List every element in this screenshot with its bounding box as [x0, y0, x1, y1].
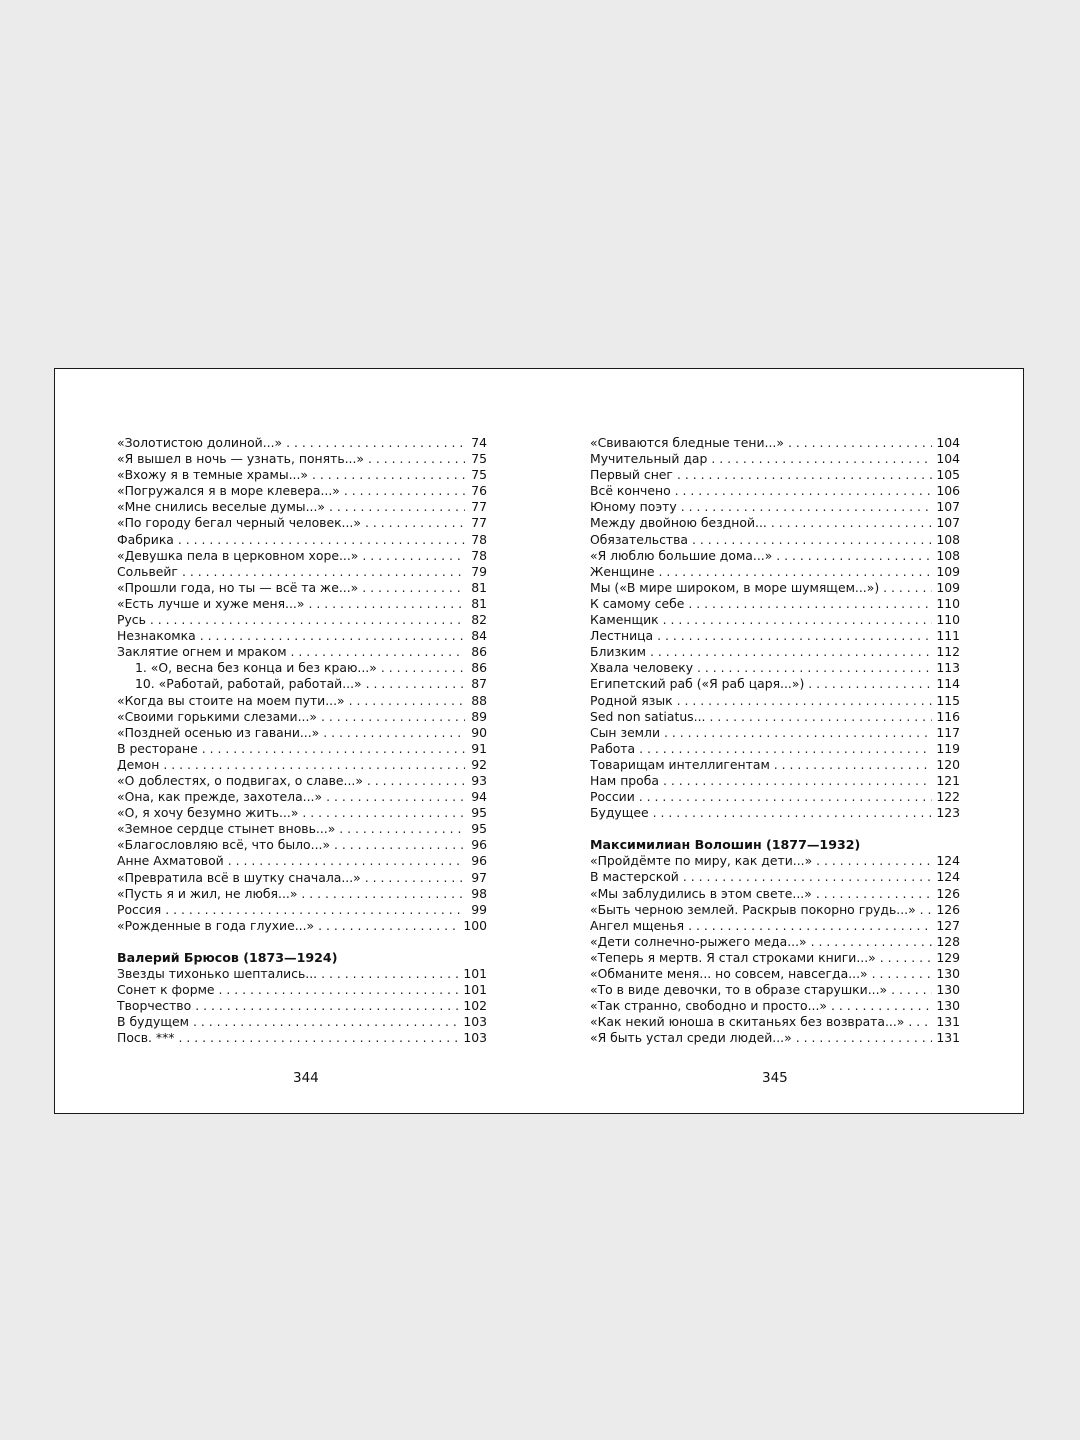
toc-entry — [117, 853, 487, 869]
toc-entry-page: 92 — [471, 756, 487, 772]
toc-entry-page: 78 — [471, 547, 487, 563]
toc-entry-page: 115 — [936, 692, 960, 708]
toc-entry-title: В ресторане — [117, 740, 198, 756]
toc-entry — [117, 773, 487, 789]
toc-entry-page: 108 — [936, 531, 960, 547]
toc-entry-title: Посв. *** — [117, 1030, 175, 1046]
toc-entry-page: 96 — [471, 837, 487, 853]
toc-entry-title: К самому себе — [590, 595, 685, 611]
toc-entry-title: «Превратила всё в шутку сначала...» — [117, 869, 361, 885]
toc-entry — [117, 548, 487, 564]
toc-entry-title: Сын земли — [590, 724, 661, 740]
toc-entry-page: 114 — [936, 676, 960, 692]
toc-entry-page: 101 — [463, 966, 487, 981]
toc-entry — [117, 789, 487, 805]
toc-entry — [590, 644, 960, 660]
toc-list — [117, 966, 487, 1046]
toc-entry-title: «Я люблю большие дома...» — [590, 547, 773, 563]
toc-entry-title: России — [590, 789, 635, 805]
toc-entry — [590, 564, 960, 580]
page-number: 345 — [762, 1070, 788, 1086]
toc-entry-page: 111 — [936, 628, 960, 644]
dot-leader — [286, 435, 465, 451]
toc-entry-title: В мастерской — [590, 869, 679, 885]
toc-entry-page: 110 — [936, 612, 960, 628]
toc-entry-title: «Свиваются бледные тени...» — [590, 435, 784, 450]
toc-entry — [590, 1030, 960, 1046]
toc-entry-title: Между двойною бездной... — [590, 515, 767, 531]
toc-entry — [590, 982, 960, 998]
toc-entry — [117, 805, 487, 821]
dot-leader — [302, 805, 465, 821]
toc-entry-page: 124 — [936, 853, 960, 869]
toc-entry — [117, 757, 487, 773]
toc-entry — [590, 998, 960, 1014]
toc-entry-page: 104 — [936, 435, 960, 450]
toc-entry-title: Ангел мщенья — [590, 917, 685, 933]
toc-entry-page: 117 — [936, 724, 960, 740]
toc-entry — [117, 902, 487, 918]
dot-leader — [816, 886, 933, 902]
section-heading: Максимилиан Волошин (1877—1932) — [590, 837, 861, 853]
toc-entry-page: 74 — [471, 435, 487, 450]
toc-entry-title: Каменщик — [590, 612, 659, 628]
toc-entry — [117, 612, 487, 628]
dot-leader — [650, 644, 932, 660]
page-number: 344 — [293, 1070, 319, 1086]
dot-leader — [178, 532, 465, 548]
toc-entry — [590, 805, 960, 821]
toc-entry-page: 107 — [936, 499, 960, 515]
toc-entry-page: 81 — [471, 595, 487, 611]
dot-leader — [709, 709, 932, 725]
dot-leader — [811, 934, 933, 950]
toc-entry-title: «Когда вы стоите на моем пути...» — [117, 692, 345, 708]
toc-entry-page: 105 — [936, 467, 960, 483]
toc-entry — [590, 869, 960, 885]
toc-entry — [590, 628, 960, 644]
dot-leader — [182, 564, 465, 580]
dot-leader — [381, 660, 465, 676]
toc-entry-page: 93 — [471, 772, 487, 788]
dot-leader — [697, 660, 932, 676]
dot-leader — [323, 725, 465, 741]
toc-entry-title: 10. «Работай, работай, работай...» — [135, 676, 362, 692]
toc-entry-page: 77 — [471, 515, 487, 531]
toc-list — [590, 853, 960, 1046]
dot-leader — [163, 757, 465, 773]
toc-entry-title: Работа — [590, 740, 636, 756]
toc-entry-title: «То в виде девочки, то в образе старушки...» — [590, 982, 888, 998]
toc-entry-title: «По городу бегал черный человек...» — [117, 515, 361, 531]
dot-leader — [653, 805, 933, 821]
toc-entry-page: 82 — [471, 612, 487, 628]
dot-leader — [334, 837, 465, 853]
toc-entry — [590, 902, 960, 918]
toc-entry-page: 100 — [463, 917, 487, 933]
toc-entry — [117, 982, 487, 998]
dot-leader — [796, 1030, 933, 1046]
dot-leader — [362, 548, 465, 564]
toc-entry-page: 126 — [936, 885, 960, 901]
toc-entry — [117, 837, 487, 853]
toc-entry — [590, 934, 960, 950]
dot-leader — [349, 693, 465, 709]
dot-leader — [329, 499, 465, 515]
toc-entry-title: «Дети солнечно-рыжего меда...» — [590, 933, 807, 949]
dot-leader — [683, 869, 933, 885]
toc-entry-title: Обязательства — [590, 531, 689, 547]
toc-entry-title: Русь — [117, 612, 146, 628]
toc-entry-title: Анне Ахматовой — [117, 853, 224, 869]
toc-entry — [590, 773, 960, 789]
toc-entry-page: 88 — [471, 692, 487, 708]
dot-leader — [659, 564, 933, 580]
toc-entry-title: «Я вышел в ночь — узнать, понять...» — [117, 451, 365, 467]
toc-entry-title: «Поздней осенью из гавани...» — [117, 724, 320, 740]
toc-entry — [590, 660, 960, 676]
toc-entry-title: «Своими горькими слезами...» — [117, 708, 317, 724]
toc-entry — [590, 886, 960, 902]
dot-leader — [365, 515, 465, 531]
toc-list — [117, 435, 487, 934]
toc-entry-page: 121 — [936, 772, 960, 788]
toc-entry — [590, 580, 960, 596]
toc-entry-title: Юному поэту — [590, 499, 677, 515]
toc-entry-title: «Золотистою долиной...» — [117, 435, 283, 450]
toc-entry — [117, 725, 487, 741]
dot-leader — [688, 596, 932, 612]
toc-entry-title: Незнакомка — [117, 628, 196, 644]
toc-entry-title: Заклятие огнем и мраком — [117, 644, 287, 660]
dot-leader — [339, 821, 465, 837]
toc-entry-title: Сонет к форме — [117, 982, 215, 998]
toc-entry-title: «Пусть я и жил, не любя...» — [117, 885, 298, 901]
section-heading: Валерий Брюсов (1873—1924) — [117, 949, 338, 965]
toc-entry-title: «Земное сердце стынет вновь...» — [117, 821, 336, 837]
dot-leader — [677, 693, 933, 709]
toc-entry — [590, 693, 960, 709]
dot-leader — [367, 773, 465, 789]
dot-leader — [165, 902, 465, 918]
toc-entry-title: «Рожденные в года глухие...» — [117, 917, 315, 933]
toc-entry-page: 123 — [936, 805, 960, 821]
toc-entry — [117, 918, 487, 934]
dot-leader — [321, 709, 465, 725]
toc-entry — [117, 693, 487, 709]
toc-entry — [117, 628, 487, 644]
dot-leader — [326, 789, 465, 805]
toc-entry-title: «Мы заблудились в этом свете...» — [590, 885, 812, 901]
dot-leader — [711, 451, 932, 467]
dot-leader — [657, 628, 932, 644]
toc-entry-page: 130 — [936, 982, 960, 998]
toc-entry-title: «Я быть устал среди людей...» — [590, 1030, 792, 1046]
toc-entry-page: 96 — [471, 853, 487, 869]
toc-entry-title: «О, я хочу безумно жить...» — [117, 805, 299, 821]
toc-entry-title: «Так странно, свободно и просто...» — [590, 998, 827, 1014]
toc-entry-title: Sed non satiatus... — [590, 708, 706, 724]
toc-entry-page: 131 — [936, 1014, 960, 1030]
dot-leader — [788, 435, 932, 451]
toc-entry-title: Родной язык — [590, 692, 673, 708]
toc-entry-page: 91 — [471, 740, 487, 756]
toc-entry — [590, 757, 960, 773]
dot-leader — [664, 725, 932, 741]
toc-entry-page: 84 — [471, 628, 487, 644]
toc-entry — [117, 870, 487, 886]
toc-entry — [590, 596, 960, 612]
dot-leader — [692, 532, 932, 548]
toc-entry — [117, 998, 487, 1014]
toc-entry-page: 107 — [936, 515, 960, 531]
dot-leader — [150, 612, 465, 628]
toc-entry-title: «Обманите меня... но совсем, навсегда...» — [590, 966, 868, 981]
toc-entry-page: 130 — [936, 998, 960, 1014]
toc-entry — [117, 741, 487, 757]
toc-entry-page: 116 — [936, 708, 960, 724]
toc-entry-title: Товарищам интеллигентам — [590, 756, 770, 772]
toc-entry-title: Первый снег — [590, 467, 673, 483]
toc-entry-page: 128 — [936, 933, 960, 949]
dot-leader — [771, 515, 933, 531]
toc-entry — [117, 886, 487, 902]
toc-entry-page: 120 — [936, 756, 960, 772]
dot-leader — [816, 853, 932, 869]
toc-entry — [590, 789, 960, 805]
toc-entry-page: 86 — [471, 644, 487, 660]
toc-entry-title: Нам проба — [590, 772, 659, 788]
toc-entry — [117, 499, 487, 515]
toc-entry — [117, 596, 487, 612]
toc-entry-title: Звезды тихонько шептались... — [117, 966, 318, 981]
dot-leader — [663, 612, 933, 628]
toc-entry-title: Мучительный дар — [590, 451, 708, 467]
dot-leader — [663, 773, 932, 789]
toc-entry-title: Фабрика — [117, 531, 174, 547]
toc-entry-title: «Как некий юноша в скитаньях без возврата...» — [590, 1014, 905, 1030]
toc-entry — [590, 741, 960, 757]
toc-entry-page: 86 — [471, 660, 487, 676]
toc-entry-title: «Теперь я мертв. Я стал строками книги...» — [590, 949, 876, 965]
toc-entry-page: 110 — [936, 595, 960, 611]
toc-entry-title: Лестница — [590, 628, 654, 644]
dot-leader — [880, 950, 933, 966]
toc-entry-title: «Она, как прежде, захотела...» — [117, 789, 323, 805]
toc-entry — [117, 451, 487, 467]
toc-entry-page: 89 — [471, 708, 487, 724]
toc-entry-page: 75 — [471, 467, 487, 483]
toc-entry-page: 103 — [463, 1030, 487, 1046]
toc-entry-title: «Вхожу я в темные храмы...» — [117, 467, 309, 483]
toc-entry — [590, 532, 960, 548]
toc-entry-page: 127 — [936, 917, 960, 933]
toc-entry-page: 109 — [936, 579, 960, 595]
toc-entry-page: 129 — [936, 949, 960, 965]
toc-entry — [590, 725, 960, 741]
toc-entry-page: 95 — [471, 821, 487, 837]
book-spread — [54, 368, 1024, 1114]
dot-leader — [883, 580, 932, 596]
toc-entry — [117, 676, 487, 692]
toc-entry-title: «Есть лучше и хуже меня...» — [117, 595, 305, 611]
toc-entry — [117, 564, 487, 580]
toc-entry-page: 97 — [471, 869, 487, 885]
toc-entry-title: Сольвейг — [117, 563, 178, 579]
right-page — [590, 435, 960, 1046]
toc-entry-page: 106 — [936, 483, 960, 499]
toc-entry-page: 98 — [471, 885, 487, 901]
toc-entry-page: 122 — [936, 789, 960, 805]
dot-leader — [891, 982, 932, 998]
toc-entry-page: 101 — [463, 982, 487, 998]
toc-entry-page: 126 — [936, 901, 960, 917]
dot-leader — [908, 1014, 932, 1030]
toc-entry-page: 75 — [471, 451, 487, 467]
toc-entry — [590, 467, 960, 483]
toc-entry-title: В будущем — [117, 1014, 189, 1030]
dot-leader — [200, 628, 465, 644]
toc-entry-title: 1. «О, весна без конца и без краю...» — [135, 660, 377, 676]
dot-leader — [318, 918, 459, 934]
dot-leader — [677, 467, 932, 483]
toc-entry — [117, 467, 487, 483]
toc-entry-title: Мы («В мире широком, в море шумящем...») — [590, 579, 880, 595]
dot-leader — [368, 451, 465, 467]
toc-entry-title: «Быть черною землей. Раскрыв покорно грудь...» — [590, 901, 916, 917]
toc-entry-page: 102 — [463, 998, 487, 1014]
toc-entry-title: «Мне снились веселые думы...» — [117, 499, 325, 515]
left-page — [117, 435, 487, 1046]
toc-entry — [117, 709, 487, 725]
toc-entry — [590, 966, 960, 982]
toc-entry — [590, 612, 960, 628]
toc-entry-title: Всё кончено — [590, 483, 671, 499]
toc-entry-title: «Благословляю всё, что было...» — [117, 837, 331, 853]
toc-entry — [117, 1030, 487, 1046]
toc-entry — [590, 499, 960, 515]
toc-list — [590, 435, 960, 821]
dot-leader — [681, 499, 933, 515]
dot-leader — [774, 757, 933, 773]
toc-entry-page: 130 — [936, 966, 960, 981]
toc-entry-page: 108 — [936, 547, 960, 563]
toc-entry-page: 77 — [471, 499, 487, 515]
toc-entry-page: 104 — [936, 451, 960, 467]
toc-entry-title: Женщине — [590, 563, 655, 579]
dot-leader — [366, 676, 465, 692]
toc-entry — [117, 435, 487, 451]
dot-leader — [688, 918, 932, 934]
toc-entry — [117, 483, 487, 499]
toc-entry — [117, 580, 487, 596]
dot-leader — [639, 789, 933, 805]
toc-entry-title: Близким — [590, 644, 646, 660]
toc-entry — [590, 515, 960, 531]
toc-entry — [590, 483, 960, 499]
toc-entry — [590, 1014, 960, 1030]
toc-entry — [590, 676, 960, 692]
dot-leader — [831, 998, 932, 1014]
toc-entry — [117, 532, 487, 548]
toc-entry-page: 109 — [936, 563, 960, 579]
dot-leader — [776, 548, 932, 564]
dot-leader — [808, 676, 932, 692]
toc-entry-title: «О доблестях, о подвигах, о славе...» — [117, 772, 363, 788]
toc-entry-page: 90 — [471, 724, 487, 740]
dot-leader — [195, 998, 459, 1014]
dot-leader — [178, 1030, 459, 1046]
dot-leader — [321, 966, 459, 982]
dot-leader — [920, 902, 933, 918]
toc-entry — [117, 966, 487, 982]
toc-entry — [590, 950, 960, 966]
dot-leader — [219, 982, 460, 998]
toc-entry-title: «Девушка пела в церковном хоре...» — [117, 547, 359, 563]
toc-entry — [590, 853, 960, 869]
toc-entry-page: 81 — [471, 579, 487, 595]
toc-entry-page: 124 — [936, 869, 960, 885]
dot-leader — [301, 886, 465, 902]
toc-entry-page: 79 — [471, 563, 487, 579]
toc-entry-page: 94 — [471, 789, 487, 805]
dot-leader — [362, 580, 465, 596]
toc-entry-page: 113 — [936, 660, 960, 676]
toc-entry-title: Россия — [117, 901, 162, 917]
toc-entry-page: 95 — [471, 805, 487, 821]
toc-entry-page: 119 — [936, 740, 960, 756]
dot-leader — [291, 644, 465, 660]
dot-leader — [344, 483, 465, 499]
toc-entry — [117, 515, 487, 531]
toc-entry — [117, 644, 487, 660]
toc-entry-title: Египетский раб («Я раб царя...») — [590, 676, 805, 692]
toc-entry-page: 99 — [471, 901, 487, 917]
toc-entry — [590, 435, 960, 451]
toc-entry-title: Будущее — [590, 805, 649, 821]
toc-entry — [590, 548, 960, 564]
toc-entry — [590, 709, 960, 725]
toc-entry — [590, 451, 960, 467]
dot-leader — [193, 1014, 459, 1030]
dot-leader — [639, 741, 932, 757]
dot-leader — [365, 870, 465, 886]
toc-entry — [117, 821, 487, 837]
toc-entry-page: 112 — [936, 644, 960, 660]
toc-entry-page: 87 — [471, 676, 487, 692]
toc-entry-title: Творчество — [117, 998, 192, 1014]
toc-entry-title: «Погружался я в море клевера...» — [117, 483, 340, 499]
dot-leader — [872, 966, 933, 982]
toc-entry-page: 131 — [936, 1030, 960, 1046]
dot-leader — [312, 467, 465, 483]
toc-entry — [117, 1014, 487, 1030]
dot-leader — [228, 853, 465, 869]
toc-entry — [117, 660, 487, 676]
toc-entry-page: 103 — [463, 1014, 487, 1030]
toc-entry-title: «Прошли года, но ты — всё та же...» — [117, 579, 359, 595]
toc-entry-title: Хвала человеку — [590, 660, 694, 676]
dot-leader — [675, 483, 933, 499]
toc-entry-page: 78 — [471, 531, 487, 547]
toc-entry-title: «Пройдёмте по миру, как дети...» — [590, 853, 813, 869]
dot-leader — [308, 596, 465, 612]
toc-entry-page: 76 — [471, 483, 487, 499]
toc-entry-title: Демон — [117, 756, 160, 772]
dot-leader — [202, 741, 465, 757]
toc-entry — [590, 918, 960, 934]
